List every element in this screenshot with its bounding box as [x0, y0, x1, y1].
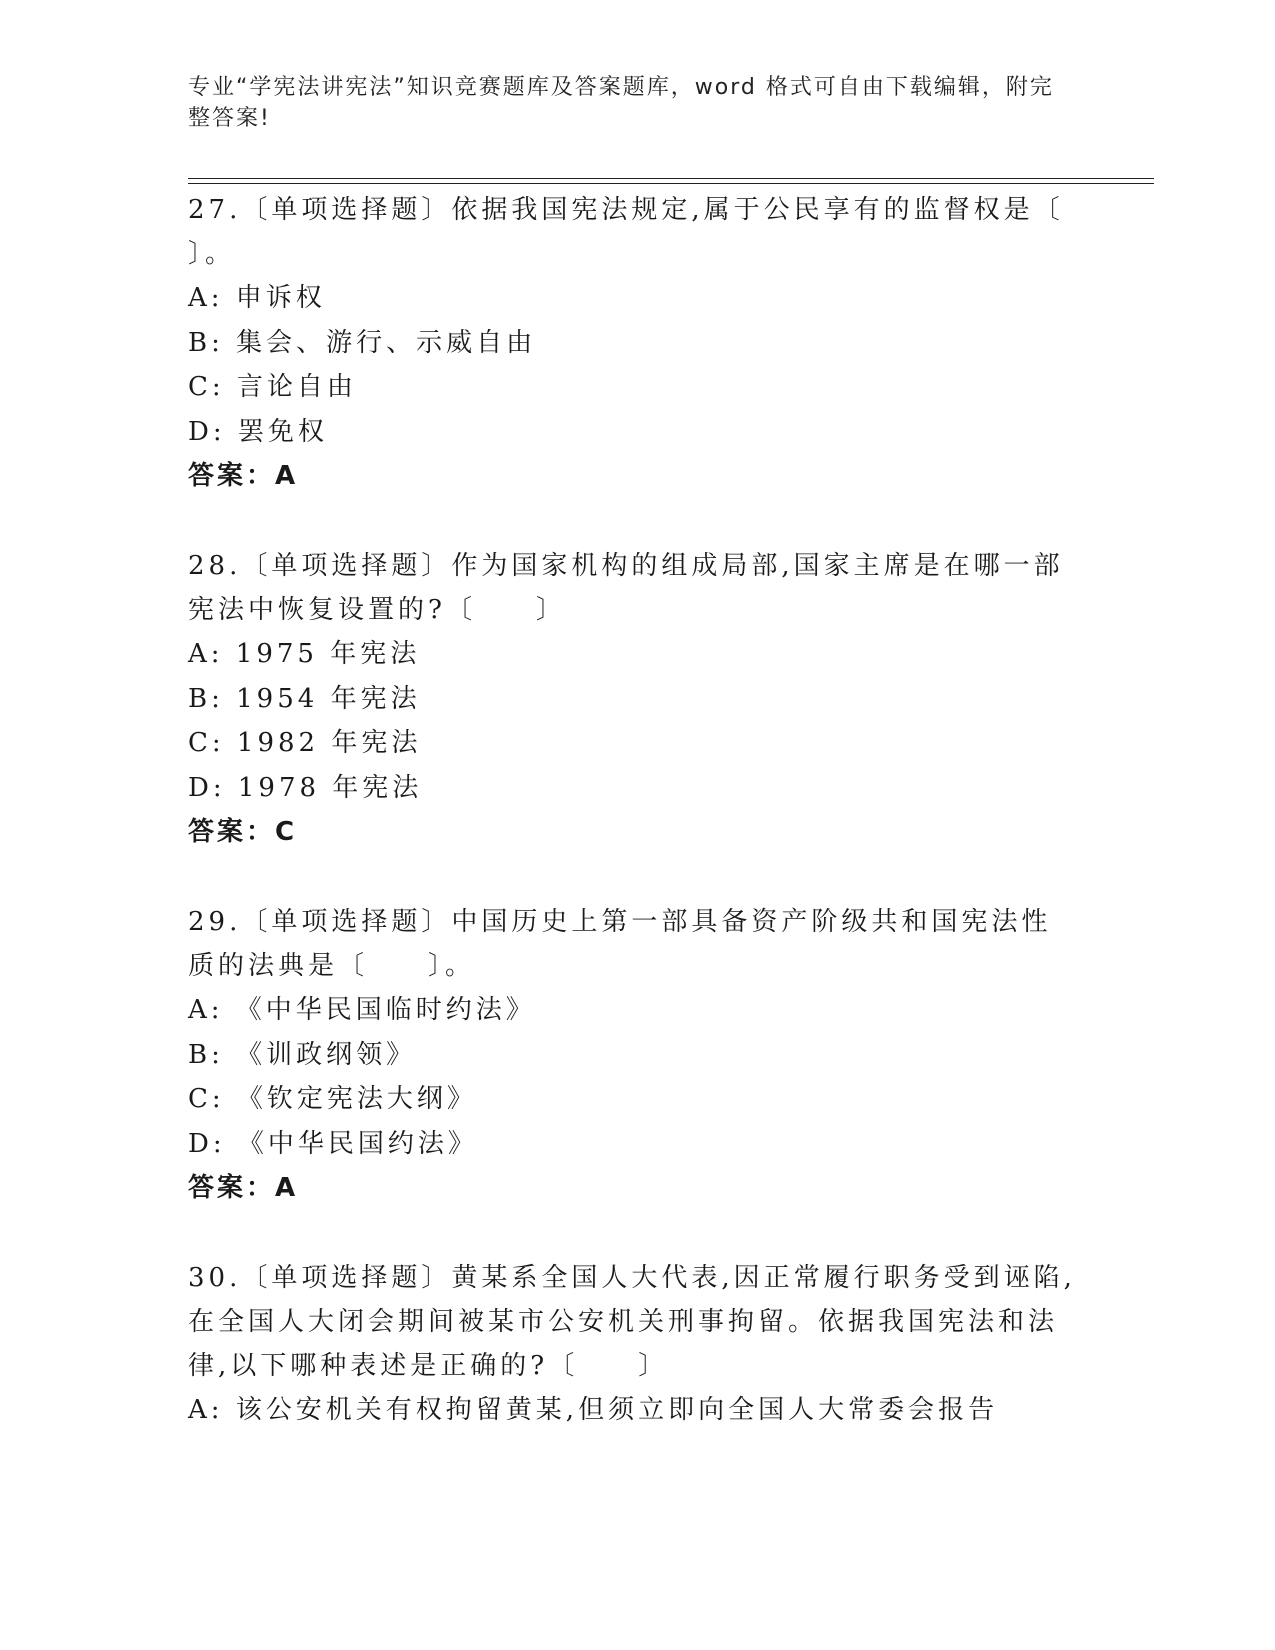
- answer-value: C: [275, 817, 298, 847]
- answer-line: [188, 1166, 1078, 1210]
- answer-label: 答案：: [188, 817, 276, 847]
- answer-label: 答案：: [188, 461, 276, 491]
- option-b: B: 《训政纲领》: [188, 1039, 417, 1070]
- option-b: B: 1954 年宪法: [188, 683, 421, 714]
- header-rule-bottom: [188, 183, 1154, 184]
- option-c: C: 言论自由: [188, 372, 357, 402]
- option-a: A: 申诉权: [188, 283, 326, 313]
- question-text: 29.〔单项选择题〕中国历史上第一部具备资产阶级共和国宪法性质的法典是〔 〕。: [188, 907, 1052, 981]
- header-rule-top: [188, 178, 1154, 179]
- answer-value: A: [275, 461, 299, 491]
- option-d: D: 1978 年宪法: [188, 772, 423, 803]
- question-28: [188, 544, 1078, 854]
- question-text: 30.〔单项选择题〕黄某系全国人大代表,因正常履行职务受到诬陷,在全国人大闭会期间被某市公安机关刑事拘留。依据我国宪法和法律,以下哪种表述是正确的?〔 〕: [188, 1263, 1076, 1381]
- question-27: [188, 188, 1078, 498]
- option-d: D: 《中华民国约法》: [188, 1128, 478, 1159]
- question-text: 27.〔单项选择题〕依据我国宪法规定,属于公民享有的监督权是〔 〕。: [188, 195, 1064, 269]
- option-c: C: 《钦定宪法大纲》: [188, 1084, 477, 1114]
- question-30: [188, 1256, 1078, 1433]
- answer-label: 答案：: [188, 1173, 276, 1203]
- answer-line: [188, 454, 1078, 498]
- option-c: C: 1982 年宪法: [188, 728, 422, 758]
- option-b: B: 集会、游行、示威自由: [188, 327, 537, 358]
- option-d: D: 罢免权: [188, 416, 328, 447]
- option-a: A: 该公安机关有权拘留黄某,但须立即向全国人大常委会报告: [188, 1395, 999, 1425]
- answer-value: A: [275, 1173, 299, 1203]
- answer-line: [188, 810, 1078, 854]
- question-29: [188, 900, 1078, 1210]
- document-header: 专业“学宪法讲宪法”知识竞赛题库及答案题库，word 格式可自由下载编辑，附完整答案!: [188, 75, 1054, 131]
- option-a: A: 1975 年宪法: [188, 639, 421, 669]
- question-list: [188, 188, 1078, 1479]
- option-a: A: 《中华民国临时约法》: [188, 995, 536, 1025]
- question-text: 28.〔单项选择题〕作为国家机构的组成局部,国家主席是在哪一部宪法中恢复设置的?〔 〕: [188, 551, 1064, 625]
